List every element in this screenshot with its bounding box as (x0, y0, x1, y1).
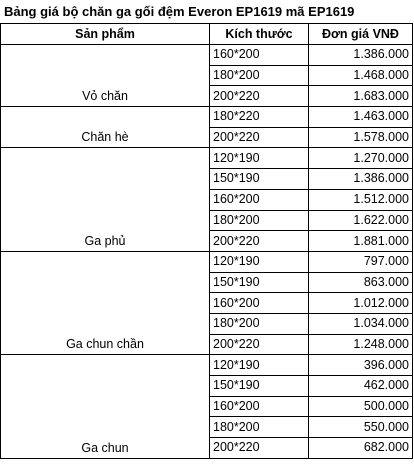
size-cell: 180*220 (210, 107, 309, 128)
price-cell: 1.622.000 (309, 210, 413, 231)
size-cell: 200*220 (210, 231, 309, 252)
product-name-ga-chun-chan: Ga chun chần (1, 251, 210, 354)
size-cell: 160*200 (210, 396, 309, 417)
table-row (1, 148, 413, 169)
product-name-chan-he: Chăn hè (1, 107, 210, 148)
price-cell: 1.386.000 (309, 45, 413, 66)
price-table (0, 23, 413, 459)
price-cell: 1.578.000 (309, 127, 413, 148)
price-cell: 1.683.000 (309, 86, 413, 107)
price-cell: 396.000 (309, 355, 413, 376)
price-cell: 550.000 (309, 417, 413, 438)
table-row (1, 251, 413, 272)
size-cell: 120*190 (210, 148, 309, 169)
size-cell: 200*220 (210, 438, 309, 459)
size-cell: 150*190 (210, 169, 309, 190)
price-cell: 1.248.000 (309, 334, 413, 355)
price-cell: 1.512.000 (309, 189, 413, 210)
price-cell: 500.000 (309, 396, 413, 417)
price-cell: 1.463.000 (309, 107, 413, 128)
price-cell: 1.034.000 (309, 313, 413, 334)
price-cell: 1.881.000 (309, 231, 413, 252)
price-cell: 682.000 (309, 438, 413, 459)
size-cell: 150*190 (210, 376, 309, 397)
header-product: Sản phẩm (1, 24, 210, 45)
header-row (1, 24, 413, 45)
price-cell: 462.000 (309, 376, 413, 397)
size-cell: 160*200 (210, 45, 309, 66)
size-cell: 180*200 (210, 417, 309, 438)
price-cell: 1.468.000 (309, 65, 413, 86)
size-cell: 120*190 (210, 355, 309, 376)
size-cell: 180*200 (210, 65, 309, 86)
price-cell: 1.012.000 (309, 293, 413, 314)
table-row (1, 45, 413, 66)
size-cell: 120*190 (210, 251, 309, 272)
size-cell: 180*200 (210, 313, 309, 334)
size-cell: 200*220 (210, 86, 309, 107)
price-cell: 863.000 (309, 272, 413, 293)
product-name-ga-chun: Ga chun (1, 355, 210, 458)
price-cell: 797.000 (309, 251, 413, 272)
size-cell: 200*220 (210, 334, 309, 355)
table-row (1, 355, 413, 376)
table-row (1, 107, 413, 128)
page-title: Bảng giá bộ chăn ga gối đệm Everon EP1619 mã EP1619 (4, 4, 355, 19)
price-cell: 1.270.000 (309, 148, 413, 169)
price-cell: 1.386.000 (309, 169, 413, 190)
product-name-vo-chan: Vỏ chăn (1, 45, 210, 107)
size-cell: 200*220 (210, 127, 309, 148)
product-name-ga-phu: Ga phủ (1, 148, 210, 251)
header-size: Kích thước (210, 24, 309, 45)
size-cell: 150*190 (210, 272, 309, 293)
header-price: Đơn giá VNĐ (309, 24, 413, 45)
size-cell: 160*200 (210, 293, 309, 314)
size-cell: 180*200 (210, 210, 309, 231)
size-cell: 160*200 (210, 189, 309, 210)
